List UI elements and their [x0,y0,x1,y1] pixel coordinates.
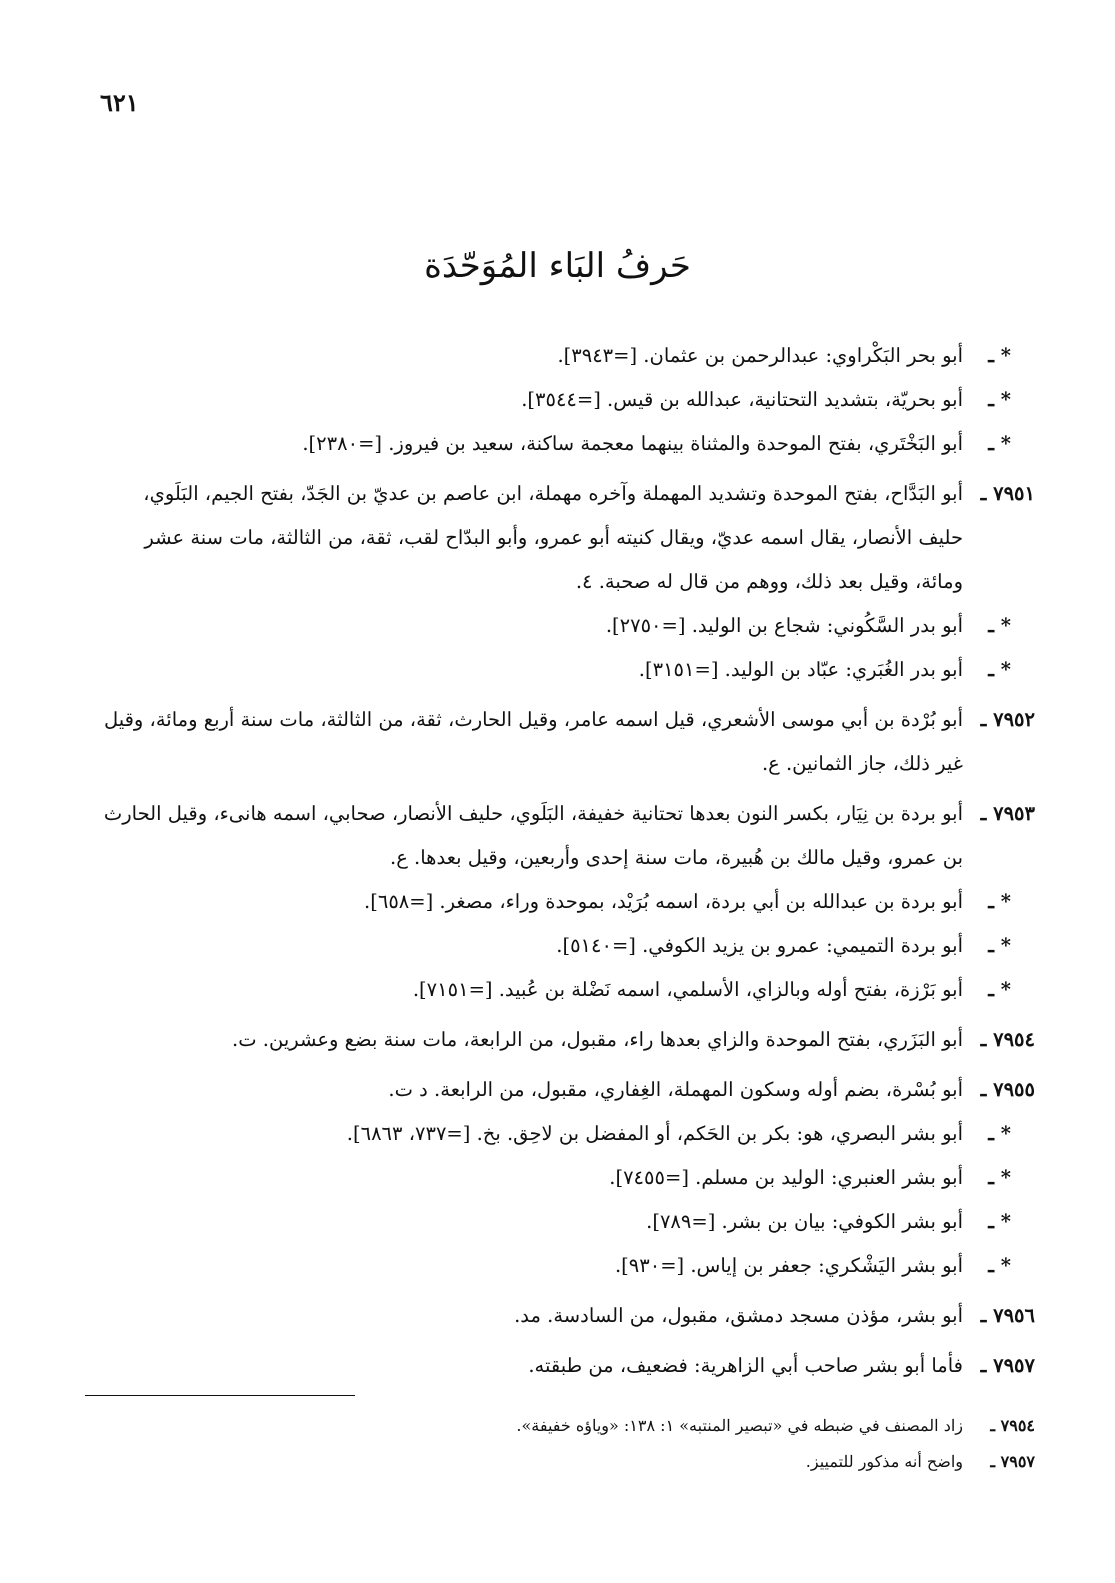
entry-text: أبو بشر البصري، هو: بكر بن الحَكم، أو المفضل بن لاحِق. بخ. [=٧٣٧، ٦٨٦٣]. [346,1122,963,1145]
biography-entry [95,698,1035,786]
entries-list [95,334,1035,1388]
entry-marker: * ـ [988,1122,1011,1145]
footnote-divider [85,1395,355,1396]
biography-entry [95,792,1035,880]
entry-text: أبو بشر اليَشْكري: جعفر بن إياس. [=٩٣٠]. [614,1254,963,1277]
footnote-number: ٧٩٥٤ ـ [990,1416,1035,1435]
cross-reference-entry [95,924,1035,968]
biography-entry [95,1344,1035,1388]
cross-reference-entry [95,422,1035,466]
entry-number: ٧٩٥١ ـ [980,482,1035,505]
entry-text: أبو بشر الكوفي: بيان بن بشر. [=٧٨٩]. [646,1210,963,1233]
entry-marker: * ـ [988,388,1011,411]
entry-text: أبو بُرْدة بن أبي موسى الأشعري، قيل اسمه عامر، وقيل الحارث، ثقة، من الثالثة، مات سنة أربع ومائة، وقيل غير ذلك، جاز الثمانين. ع. [103,708,963,775]
footnote-number: ٧٩٥٧ ـ [990,1452,1035,1471]
entry-marker: * ـ [988,344,1011,367]
entry-text: أبو بدر السَّكُوني: شجاع بن الوليد. [=٢٧٥٠]. [605,614,963,637]
biography-entry [95,1294,1035,1338]
entry-text: أبو بدر الغُبَري: عبّاد بن الوليد. [=٣١٥١]. [638,658,963,681]
cross-reference-entry [95,968,1035,1012]
cross-reference-entry [95,880,1035,924]
footnotes [95,1408,1035,1480]
entry-marker: * ـ [988,1166,1011,1189]
entry-text: أبو بَرْزة، بفتح أوله وبالزاي، الأسلمي، اسمه نَضْلة بن عُبيد. [=٧١٥١]. [412,978,963,1001]
entry-text: أبو بحريّة، بتشديد التحتانية، عبدالله بن قيس. [=٣٥٤٤]. [521,388,963,411]
entry-marker: * ـ [988,432,1011,455]
footnote-text: زاد المصنف في ضبطه في «تبصير المنتبه» ١: ١٣٨: «وياؤه خفيفة». [516,1416,963,1435]
footnote-text: واضح أنه مذكور للتمييز. [805,1452,963,1471]
biography-entry [95,472,1035,604]
entry-text: فأما أبو بشر صاحب أبي الزاهرية: فضعيف، من طبقته. [528,1354,963,1377]
footnote [95,1444,1035,1480]
biography-entry [95,1068,1035,1112]
entry-text: أبو بردة بن نِيَار، بكسر النون بعدها تحتانية خفيفة، البَلَوي، حليف الأنصار، صحابي، اسمه هانىء، وقيل الحارث بن عمرو، وقيل مالك بن هُبيرة، مات سنة إحدى وأربعين، وقيل بعدها. ع. [103,802,963,869]
entry-text: أبو البَدَّاح، بفتح الموحدة وتشديد المهملة وآخره مهملة، ابن عاصم بن عديّ بن الجَدّ، بفتح الجيم، البَلَوي، حليف الأنصار، يقال اسمه عديّ، ويقال كنيته أبو عمرو، وأبو البدّاح لقب، ثقة، من الثالثة، مات سنة عشر ومائة، وقيل بعد ذلك، ووهم من قال له صحبة. ٤. [143,482,963,593]
entry-text: أبو بُسْرة، بضم أوله وسكون المهملة، الغِفاري، مقبول، من الرابعة. د ت. [388,1078,963,1101]
entry-text: أبو بردة بن عبدالله بن أبي بردة، اسمه بُرَيْد، بموحدة وراء، مصغر. [=٦٥٨]. [364,890,963,913]
entry-text: أبو البَزَري، بفتح الموحدة والزاي بعدها راء، مقبول، من الرابعة، مات سنة بضع وعشرين. ت. [232,1028,963,1051]
cross-reference-entry [95,378,1035,422]
entry-text: أبو بشر العنبري: الوليد بن مسلم. [=٧٤٥٥]. [609,1166,963,1189]
entry-marker: * ـ [988,934,1011,957]
cross-reference-entry [95,1200,1035,1244]
cross-reference-entry [95,1244,1035,1288]
biography-entry [95,1018,1035,1062]
entry-marker: * ـ [988,658,1011,681]
entry-number: ٧٩٥٧ ـ [980,1354,1035,1377]
entry-text: أبو البَخْتَري، بفتح الموحدة والمثناة بينهما معجمة ساكنة، سعيد بن فيروز. [=٢٣٨٠]. [302,432,963,455]
entry-marker: * ـ [988,614,1011,637]
entry-text: أبو بردة التميمي: عمرو بن يزيد الكوفي. [=٥١٤٠]. [556,934,963,957]
entry-number: ٧٩٥٥ ـ [980,1078,1035,1101]
page-number: ٦٢١ [100,88,139,117]
cross-reference-entry [95,1156,1035,1200]
cross-reference-entry [95,1112,1035,1156]
cross-reference-entry [95,334,1035,378]
entry-marker: * ـ [988,890,1011,913]
cross-reference-entry [95,648,1035,692]
footnote [95,1408,1035,1444]
entry-number: ٧٩٥٢ ـ [980,708,1035,731]
entry-text: أبو بشر، مؤذن مسجد دمشق، مقبول، من السادسة. مد. [514,1304,963,1327]
entry-marker: * ـ [988,1254,1011,1277]
entry-number: ٧٩٥٤ ـ [980,1028,1035,1051]
entry-marker: * ـ [988,1210,1011,1233]
entry-number: ٧٩٥٦ ـ [980,1304,1035,1327]
entry-number: ٧٩٥٣ ـ [980,802,1035,825]
chapter-title: حَرفُ البَاء المُوَحّدَة [424,246,691,286]
entry-marker: * ـ [988,978,1011,1001]
entry-text: أبو بحر البَكْراوي: عبدالرحمن بن عثمان. [=٣٩٤٣]. [557,344,963,367]
cross-reference-entry [95,604,1035,648]
